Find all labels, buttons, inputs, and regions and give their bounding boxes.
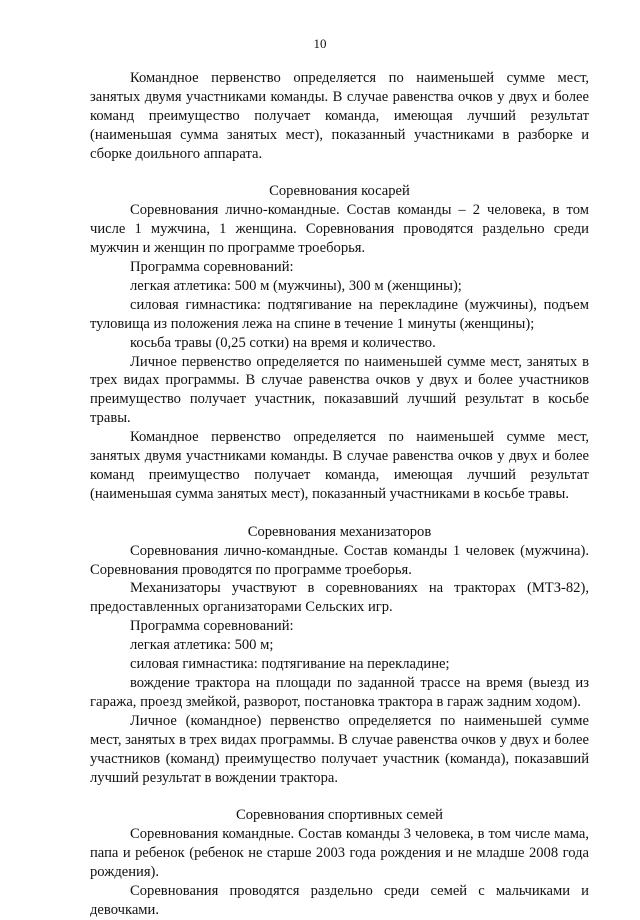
paragraph-operators-tractors: Механизаторы участвуют в соревнованиях на тракторах (МТЗ-82), предоставленных организаторами Сельских игр. bbox=[90, 580, 589, 616]
program-item-mowing: косьба травы (0,25 сотки) на время и количество. bbox=[130, 334, 436, 351]
document-body bbox=[90, 69, 589, 920]
program-item-athletics-mowers: легкая атлетика: 500 м (мужчины), 300 м (женщины); bbox=[130, 277, 462, 294]
paragraph-operators-composition: Соревнования лично-командные. Состав команды 1 человек (мужчина). Соревнования проводятся по программе троеборья. bbox=[90, 542, 589, 578]
section-spacer bbox=[90, 504, 589, 523]
paragraph-operators-championship: Личное (командное) первенство определяется по наименьшей сумме мест, занятых в трех видах программы. В случае равенства очков у двух и более участников (команд) преимущество получает участник (команда), показавший лучший результат в вождении трактора. bbox=[90, 712, 589, 786]
program-item-tractor-driving: вождение трактора на площади по заданной трассе на время (выезд из гаража, проезд змейкой, разворот, постановка трактора в гараж задним ходом). bbox=[90, 674, 589, 710]
paragraph-mowers-personal-championship: Личное первенство определяется по наименьшей сумме мест, занятых в трех видах программы. В случае равенства очков у двух и более участников преимущество получает участник, показавший лучший результат в косьбе травы. bbox=[90, 353, 589, 427]
paragraph-mowers-team-championship: Командное первенство определяется по наименьшей сумме мест, занятых двумя участниками команды. В случае равенства очков у двух и более команд преимущество получает команда, имеющая лучший результат (наименьшая сумма занятых мест), показанный участниками в косьбе травы. bbox=[90, 429, 589, 502]
program-title-operators: Программа соревнований: bbox=[130, 618, 294, 635]
program-item-gymnastics-mowers: силовая гимнастика: подтягивание на перекладине (мужчины), подъем туловища из положения лежа на спине в течение 1 минуты (женщины); bbox=[90, 296, 589, 332]
section-heading-mowers: Соревнования косарей bbox=[269, 183, 410, 200]
program-title-mowers: Программа соревнований: bbox=[130, 259, 294, 276]
section-spacer bbox=[90, 164, 589, 183]
section-spacer bbox=[90, 787, 589, 806]
section-heading-machine-operators: Соревнования механизаторов bbox=[247, 523, 432, 540]
paragraph-families-composition: Соревнования командные. Состав команды 3 человека, в том числе мама, папа и ребенок (ребенок не старше 2003 года рождения и не младше 2008 года рождения). bbox=[90, 826, 589, 881]
section-heading-sport-families: Соревнования спортивных семей bbox=[236, 807, 443, 824]
paragraph-team-championship-milking: Командное первенство определяется по наименьшей сумме мест, занятых двумя участниками команды. В случае равенства очков у двух и более команд преимущество получает команда, имеющая лучший результат (наименьшая сумма занятых мест), показанный участниками в разборке и сборке доильного аппарата. bbox=[90, 70, 589, 162]
program-item-athletics-operators: легкая атлетика: 500 м; bbox=[130, 637, 274, 654]
program-item-gymnastics-operators: силовая гимнастика: подтягивание на перекладине; bbox=[130, 656, 450, 673]
page-number: 10 bbox=[313, 36, 327, 51]
paragraph-mowers-composition: Соревнования лично-командные. Состав команды – 2 человека, в том числе 1 мужчина, 1 женщина. Соревнования проводятся раздельно среди мужчин и женщин по программе троеборья. bbox=[90, 202, 589, 257]
paragraph-families-division: Соревнования проводятся раздельно среди семей с мальчиками и девочками. bbox=[90, 882, 589, 918]
